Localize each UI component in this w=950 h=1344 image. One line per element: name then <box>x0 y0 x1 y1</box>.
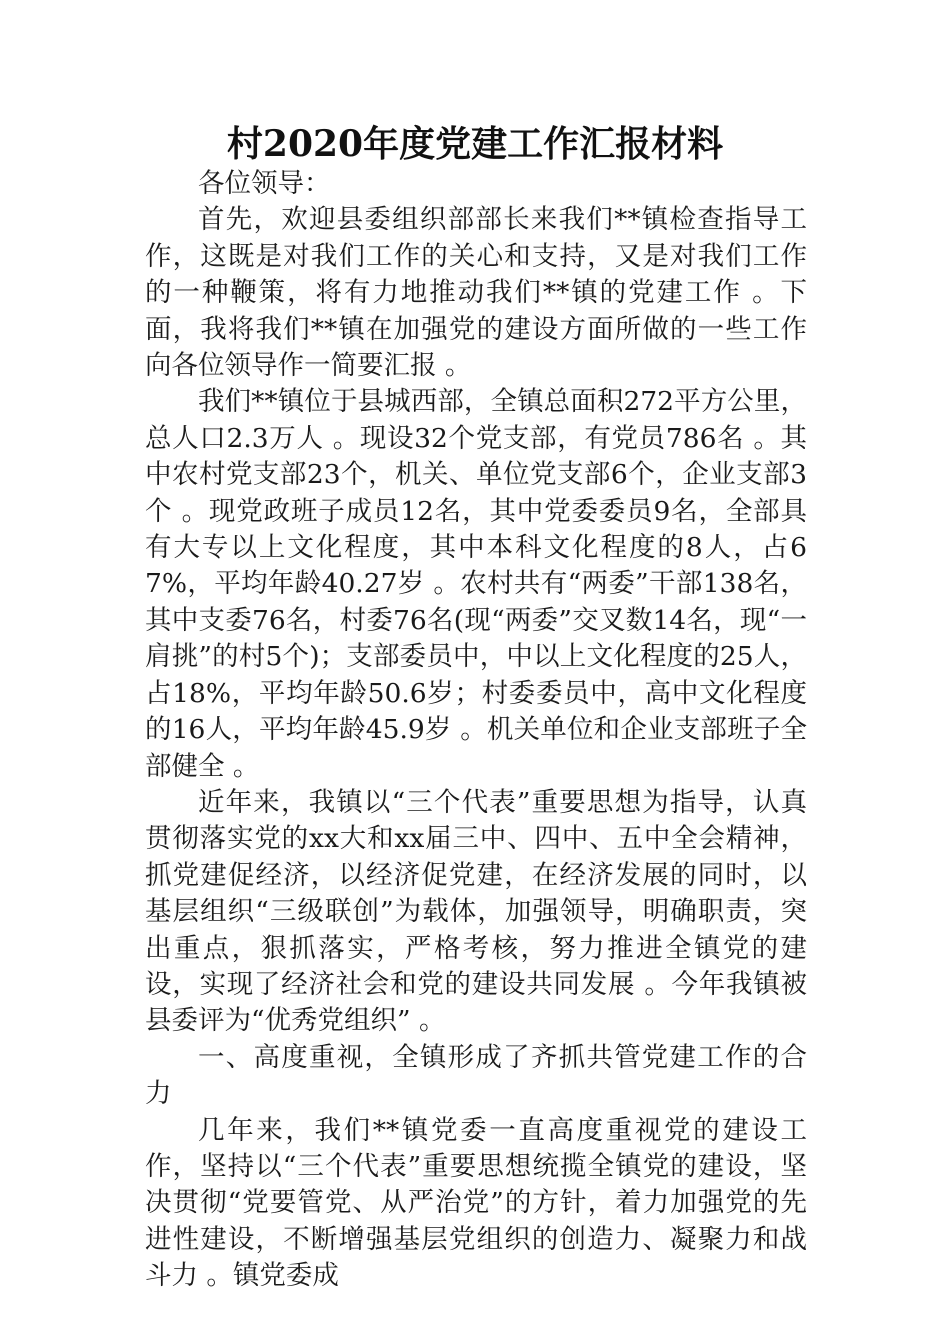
intro-paragraph: 首先，欢迎县委组织部部长来我们**镇检查指导工作，这既是对我们工作的关心和支持，又是对我们工作的一种鞭策，将有力地推动我们**镇的党建工作 。下面，我将我们**镇在加强党的建设方面所做的一些工作向各位领导作一简要汇报 。 <box>145 204 807 382</box>
overview-paragraph: 我们**镇位于县城西部，全镇总面积272平方公里，总人口2.3万人 。现设32个党支部，有党员786名 。其中农村党支部23个，机关、单位党支部6个，企业支部3个 。现党政班子成员12名，其中党委委员9名，全部具有大专以上文化程度，其中本科文化程度的8人，占67%，平均年龄40.27岁 。农村共有“两委”干部138名，其中支委76名，村委76名(现“两委”交叉数14名，现“一肩挑”的村5个)；支部委员中，中以上文化程度的25人，占18%，平均年龄50.6岁；村委委员中，高中文化程度的16人，平均年龄45.9岁 。机关单位和企业支部班子全部健全 。 <box>145 386 807 782</box>
document-body <box>145 166 807 1295</box>
section-heading-1: 一、高度重视，全镇形成了齐抓共管党建工作的合力 <box>145 1041 807 1110</box>
document-title: 村2020年度党建工作汇报材料 <box>226 123 724 165</box>
achievements-paragraph: 近年来，我镇以“三个代表”重要思想为指导，认真贯彻落实党的xx大和xx届三中、四中、五中全会精神，抓党建促经济，以经济促党建，在经济发展的同时，以基层组织“三级联创”为载体，加强领导，明确职责，突出重点，狠抓落实，严格考核，努力推进全镇党的建设，实现了经济社会和党的建设共同发展 。今年我镇被县委评为“优秀党组织” 。 <box>145 786 807 1037</box>
salutation-paragraph: 各位领导： <box>198 168 331 199</box>
section-1-paragraph: 几年来，我们**镇党委一直高度重视党的建设工作，坚持以“三个代表”重要思想统揽全镇党的建设，坚决贯彻“党要管党、从严治党”的方针，着力加强党的先进性建设，不断增强基层党组织的创造力、凝聚力和战斗力 。镇党委成 <box>145 1114 807 1292</box>
